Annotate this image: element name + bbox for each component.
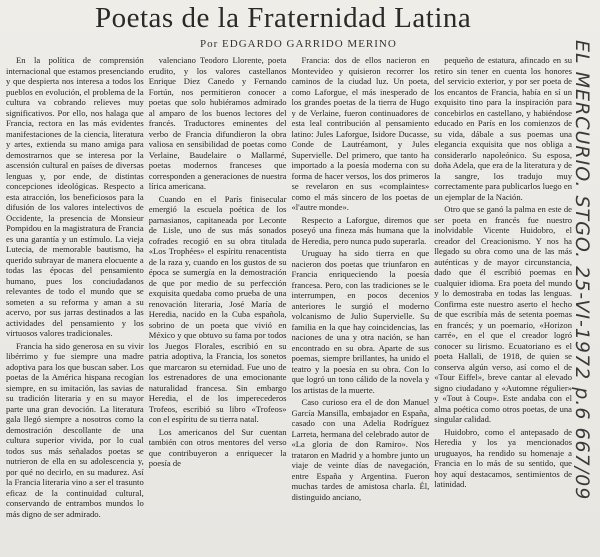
paragraph: En la política de comprensión internacional que estamos presenciando y que despierta nos interesa a todos los pueblos en evolución, el problema de la cultura va cobrando relieves muy significativos. Por ello, nos halaga que Francia, rectora en las más evidentes manifestaciones de la ciencia, literatura y artes, extienda su mano amiga para demostrarnos que se interesa por la ascensión cultural en países de diversas lenguas y, por ende, de distintas concepciones ideológicas. Respecto a esta atracción, los beneficiosos para la difusión de los valores intelectivos de Occidente, la presencia de Monsieur Pompidou en la magistratura de Francia es una garantía y un estímulo. La vieja Lutecia, de memorable bautismo, ha querido subrayar de manera elocuente a todas las épocas del pensamiento humano, pues los conciudadanos relevantes de todo el mundo que se someten a su reforma y aman a su acervo, por sus jarras destinados a las actividades del pensamiento y los virtuosos valores tradicionales. <box>6 55 144 338</box>
column-4 <box>434 55 572 555</box>
paragraph: Uruguay ha sido tierra en que nacieron dos poetas que triunfaron en Francia enriqueciendo la poesía francesa. Pero, con las tradiciones se le interrumpen, en pocos decenios anteriores le surgió el moderno volcanismo de Julio Supervielle. Su familia en la que hay coincidencias, las naciones de una y otra nación, se han encontrado en su obra. Aparte de sus poemas, siempre brillantes, ha unido el teatro y la poesía en su obra. Con lo que logró un tono cálido de la novela y los artistas de la muerte. <box>291 248 430 395</box>
paragraph: Francia: dos de ellos nacieron en Montevideo y quisieron recorrer los caminos de la ciudad luz. Un poeta, como Laforgue, el más inesperado de los grandes poetas de la tierra de Hugo y de Verlaine, fueron continuadores de esta leal contribución al pensamiento latino: Jules Laforgue, Isidore Ducasse, Conde de Lautréamont, y Jules Supervielle. Del primero, que tanto ha importado a la poesía moderna con su forma de hacer versos, los dos primeros se revelaron en sus «complaintes» como el más sincero de los poetas de «l'autre monde». <box>291 55 430 212</box>
paragraph: Caso curioso era el de don Manuel García Mansilla, embajador en España, casado con una Adelia Rodríguez Larreta, hermana del celebrado autor de «La gloria de don Ramiro». Nos trataron en Madrid y a hombre junto un viaje de veinte días de navegación, entre España y Argentina. Fueron muchas tardes de amistosa charla. Él, distinguido anciano, <box>291 397 430 502</box>
paragraph: Francia ha sido generosa en su vivir libérrimo y fue siempre una madre adoptiva para los que buscan saber. Los poetas de la América hispana recogían siempre, en su imitación, las savias de su tradición literaria y en su mayor parte una gran devoción. La literatura gala llegó siempre a nosotros como la demostración descollante de una cultura superior vivida, por lo cual todos sus más señalados poetas se nutrieron de ella en su adolescencia y, por qué no decirlo, en su madurez. Así la Francia literaria vino a ser el trasunto eficaz de la continuidad cultural, conservando de entrambos mundos lo más digno de ser admirado. <box>6 340 144 519</box>
article-byline: Por EDGARDO GARRIDO MERINO <box>200 38 397 50</box>
paragraph: Los americanos del Sur cuentan también con otros mentores del verso que contribuyeron a enriquecer la poesía de <box>148 426 287 468</box>
article-title: Poetas de la Fraternidad Latina <box>95 2 472 34</box>
column-2 <box>149 55 287 555</box>
paragraph: Otro que se ganó la palma en este de ser poeta en francés fue nuestro inolvidable Vicente Huidobro, el creador del Creacionismo. Y nos ha llegado su obra como una de las más auténticas y de mayor circunstancia, dado que él escribió poemas en cualquier idioma. Era poeta del mundo y lo demostraba en todas las lenguas. Confirma este nuestro aserto el hecho de que escribía más de setenta poemas en francés; y un poemario, «Horizon carré», en el que el creador logró conocer su lirismo. Ecuatoriano es el poeta Hallali, de 1918, de quien se conserva algún verso, así como el de «Tour Eiffel», breve cantar al elevado signo ciudadano y «Automne régulier» y «Tout à Coup». Este andaba con el alma poética como otros poetas, de una singular calidad. <box>434 204 572 424</box>
paragraph: Cuando en el París finisecular emergió la escuela poética de los parnasianos, capitaneada por Leconte de Lisle, uno de sus más sonados cofrades recogió en su obra titulada «Los Trophées» el espíritu renacentista de la raza y, cuando en los gustos de su época se sumergía en la demostración de que por medio de su perfección exquisita quedaba como prueba de una renovación literaria, José María de Heredia, nacido en la Cuba española, sobrino de un poeta que vivió en México y que obtuvo su fama por todos los Juegos Florales, escribió en su patria adoptiva, la Francia, los sonetos que marcaron su eternidad. Fue uno de los estrenadores de una emocionante naturalidad francesa. Sin embargo Heredia, el de los imperecederos Trofeos, escribió su libro «Trofeos» con el espíritu de su tierra natal. <box>148 193 287 424</box>
column-3 <box>292 55 430 555</box>
paragraph: Huidobro, como el antepasado de Heredia y los ya mencionados uruguayos, ha rendido su homenaje a Francia en lo más de su sentido, que hoy aquí destacamos, sentimientos de latinidad. <box>434 426 572 489</box>
paragraph: Respecto a Laforgue, diremos que poseyó una fineza más humana que la de Heredia, pero nunca pudo superarla. <box>291 214 430 246</box>
annotation-text: EL MERCURIO. STGO. 25-VI-1972 p.6 667/09 <box>571 40 593 501</box>
article-body <box>6 55 572 555</box>
column-1 <box>6 55 144 555</box>
paragraph: pequeño de estatura, afincado en su retiro sin tener en cuenta los honores del servicio exterior, y por ser poeta de los encantos de Francia, había en sí un exquisito tino para la inspiración para concebirlos en castellano, y habiéndose educado en París en los comienzos de su vida, dábale a sus poemas una elegancia exquisita que nos obliga a considerarlo napoleónico. Su esposa, doña Adela, que era de la literatura y de la sangre, los tradujo muy correctamente para publicarlos luego en un ejemplar de la Nación. <box>434 55 572 202</box>
paragraph: valenciano Teodoro Llorente, poeta erudito, y los valores castellanos Enrique Diez Canedo y Fernando Fortún, nos permitieron conocer a poetas que solo hubiéramos admirado al amparo de los buenos lectores del francés. Traductores eminentes del verbo de Francia difundieron la obra valiosa en sensibilidad de poetas como Verlaine, Baudelaire o Mallarmé, poetas modernos franceses que corresponden a generaciones de nuestra lírica americana. <box>148 55 287 191</box>
